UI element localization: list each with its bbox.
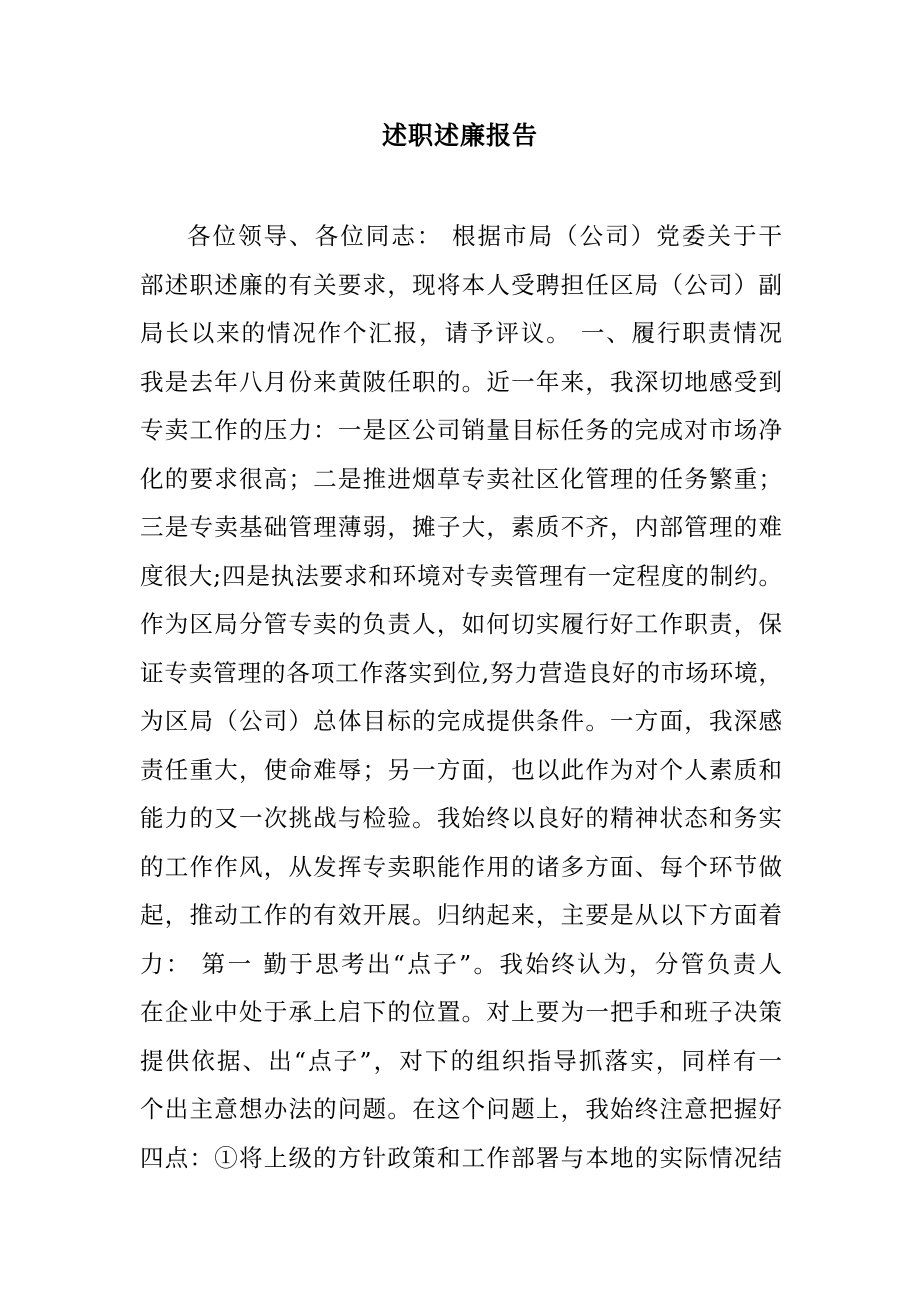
body-line: 责任重大，使命难辱；另一方面，也以此作为对个人素质和	[140, 755, 782, 784]
body-line: 个出主意想办法的问题。在这个问题上，我始终注意把握好	[140, 1095, 782, 1123]
body-line: 在企业中处于承上启下的位置。对上要为一把手和班子决策	[140, 998, 782, 1026]
body-line: 能力的又一次挑战与检验。我始终以良好的精神状态和务实	[140, 804, 782, 832]
document-body	[140, 212, 782, 1182]
body-line: 部述职述廉的有关要求，现将本人受聘担任区局（公司）副	[140, 270, 782, 299]
body-line: 证专卖管理的各项工作落实到位,努力营造良好的市场环境，	[140, 658, 782, 687]
body-line: 的工作作风，从发挥专卖职能作用的诸多方面、每个环节做	[140, 852, 782, 881]
body-line: 四点：①将上级的方针政策和工作部署与本地的实际情况结	[140, 1143, 782, 1172]
body-line: 专卖工作的压力：一是区公司销量目标任务的完成对市场净	[140, 416, 782, 444]
body-line: 各位领导、各位同志： 根据市局（公司）党委关于干	[187, 222, 782, 250]
body-line: 三是专卖基础管理薄弱，摊子大，素质不齐，内部管理的难	[140, 513, 782, 541]
body-line: 度很大;四是执法要求和环境对专卖管理有一定程度的制约。	[140, 561, 782, 590]
body-line: 力： 第一 勤于思考出“点子”。我始终认为，分管负责人	[140, 949, 782, 978]
body-line: 提供依据、出“点子”，对下的组织指导抓落实，同样有一	[140, 1046, 782, 1075]
body-line: 局长以来的情况作个汇报，请予评议。 一、履行职责情况	[140, 319, 782, 347]
body-line: 起，推动工作的有效开展。归纳起来，主要是从以下方面着	[140, 901, 782, 929]
document-title: 述职述廉报告	[381, 121, 538, 150]
body-line: 化的要求很高；二是推进烟草专卖社区化管理的任务繁重；	[140, 464, 782, 493]
body-line: 为区局（公司）总体目标的完成提供条件。一方面，我深感	[140, 707, 782, 735]
body-line: 作为区局分管专卖的负责人，如何切实履行好工作职责，保	[140, 610, 782, 638]
body-line: 我是去年八月份来黄陂任职的。近一年来，我深切地感受到	[140, 367, 782, 396]
